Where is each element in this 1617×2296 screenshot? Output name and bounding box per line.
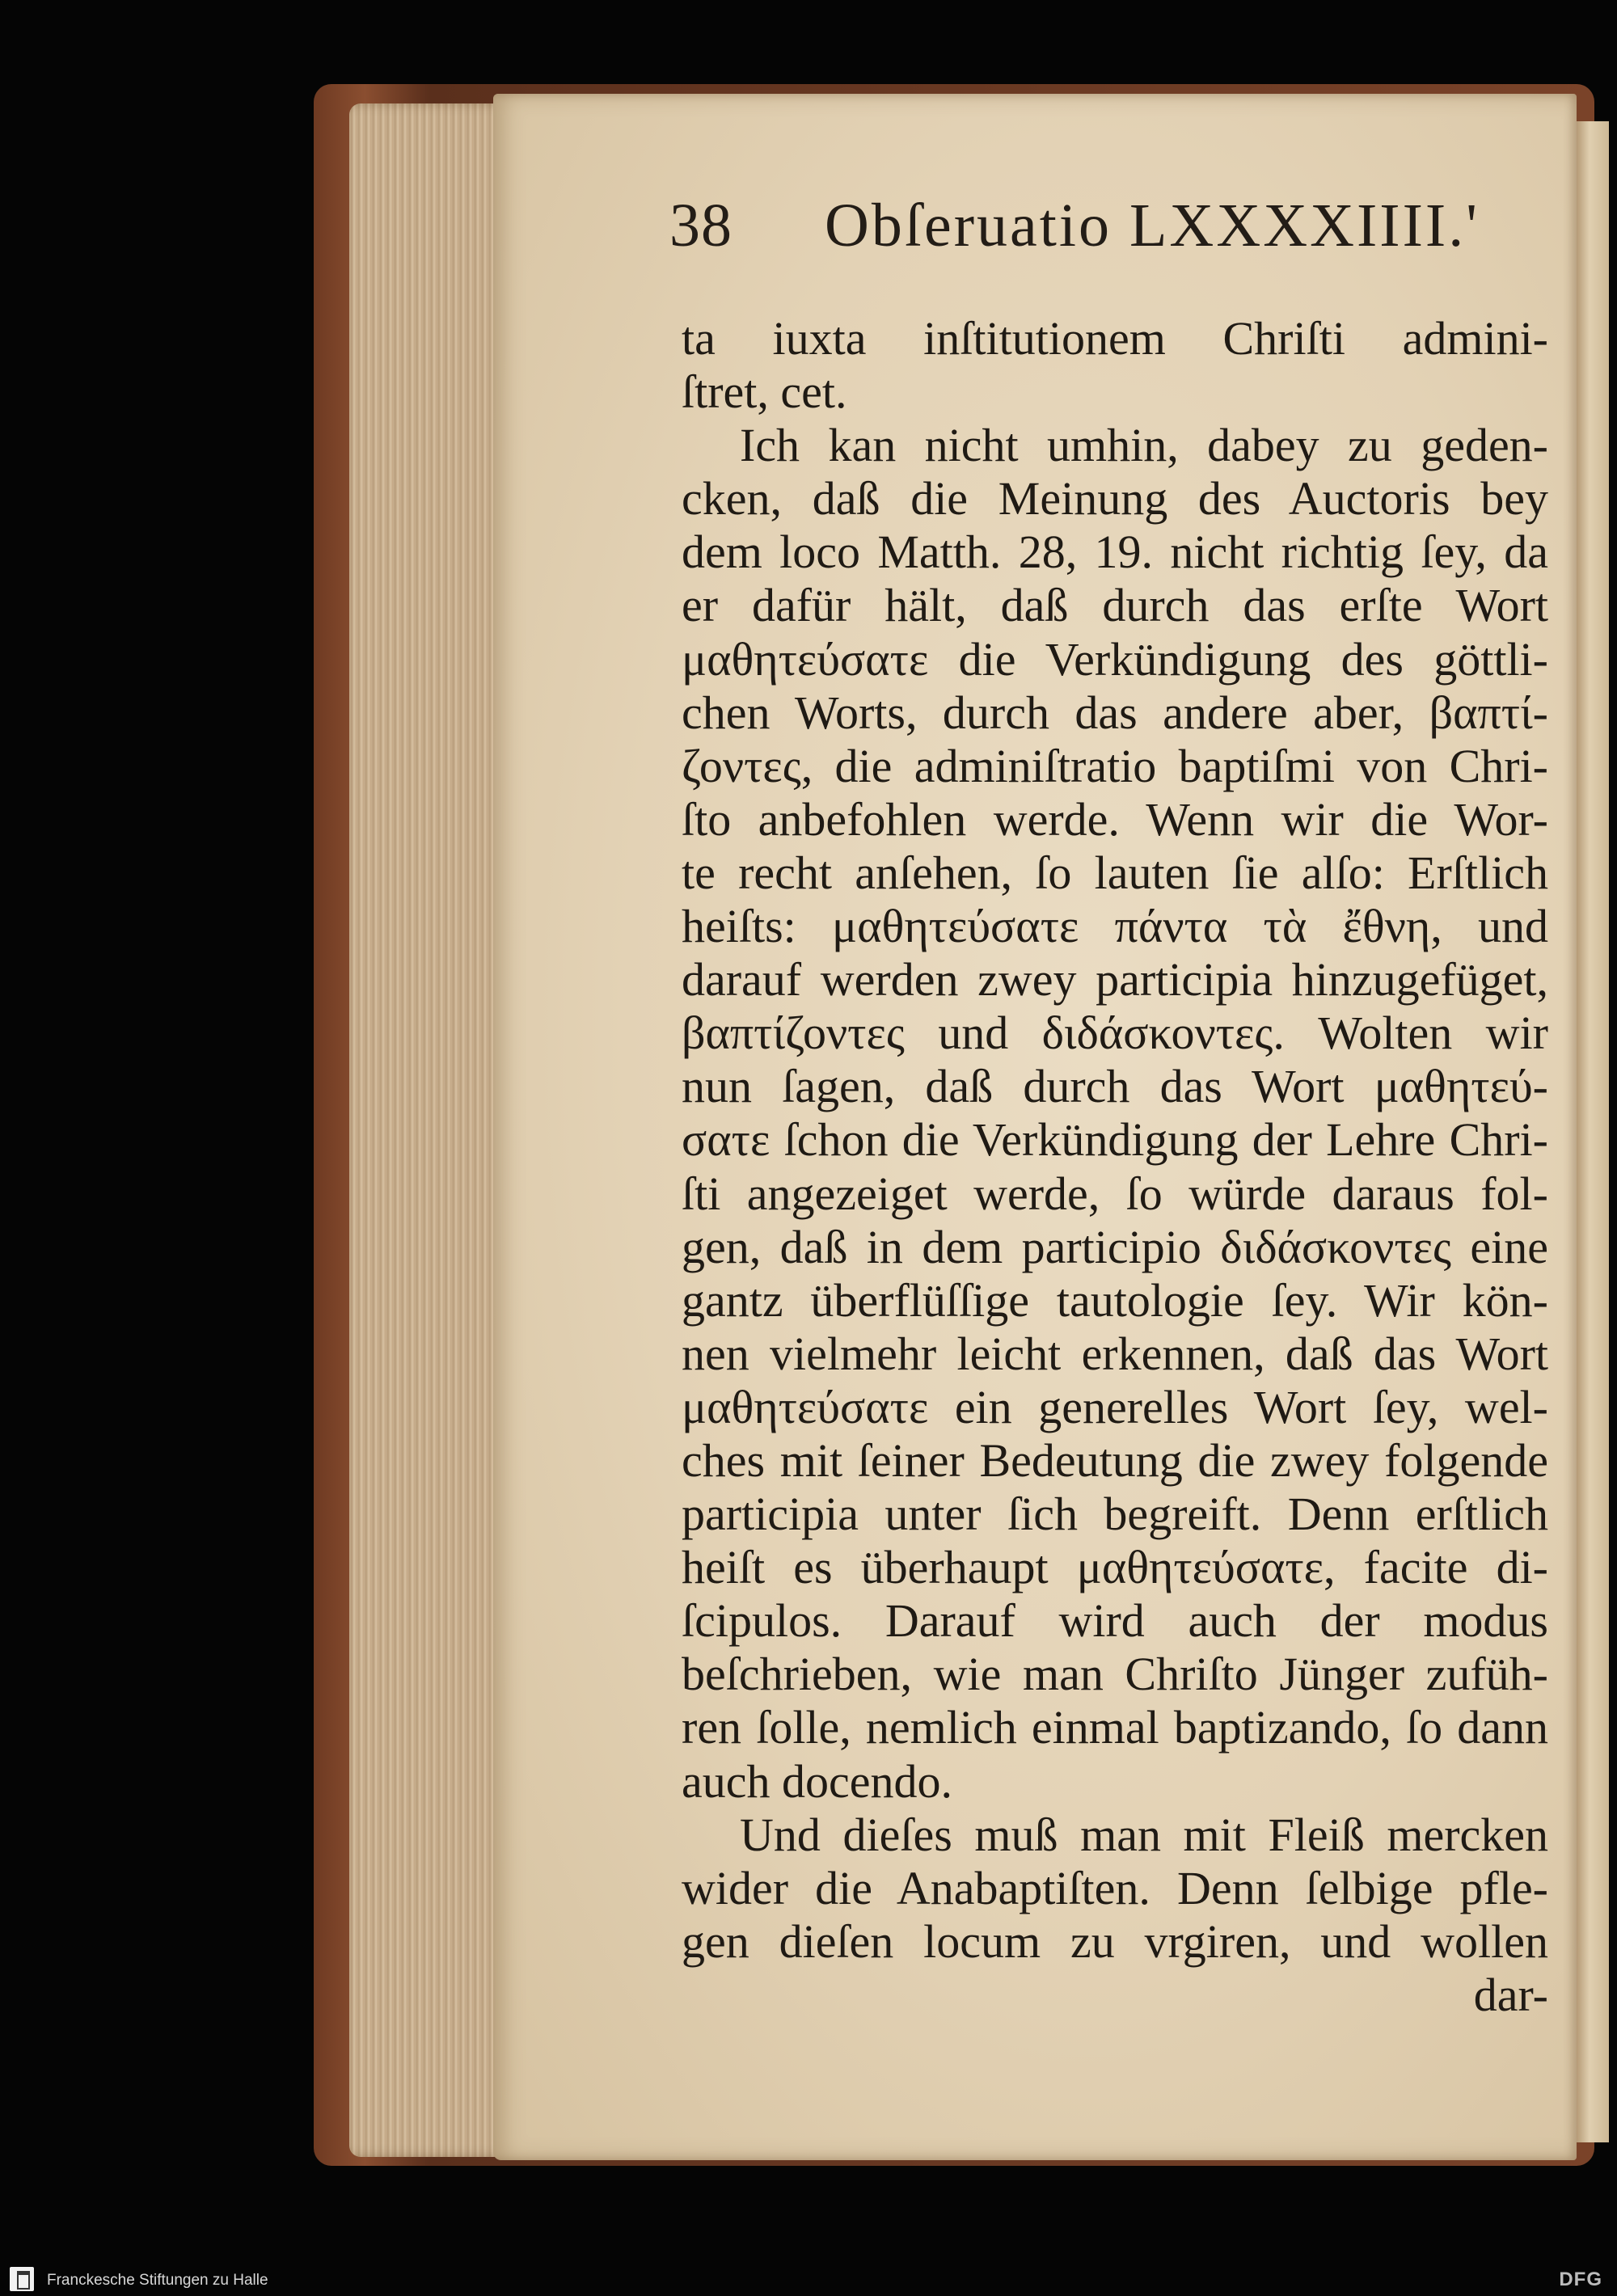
text-line: ta iuxta inſtitutionem Chriſti admini- [682,312,1548,365]
institution-logo-icon [10,2267,34,2291]
institution-name: Franckesche Stiftungen zu Halle [47,2272,268,2289]
footer-bar [0,2264,1617,2296]
catchword: dar- [1473,1968,1548,2021]
text-line: ſto anbefohlen werde. Wenn wir die Wor- [682,792,1548,846]
text-line: ſcipulos. Darauf wird auch der modus [682,1594,1548,1648]
facing-page-edge [1577,121,1609,2142]
text-line: Und dieſes muß man mit Fleiß mercken [740,1808,1548,1861]
dfg-logo: DFG [1559,2269,1602,2290]
text-line: μαθητεύσατε die Verkündigung des göttli- [682,632,1548,686]
text-line: nun ſagen, daß durch das Wort μαθητεύ- [682,1060,1548,1113]
text-line: ſti angezeiget werde, ſo würde daraus fol- [682,1167,1548,1220]
body-text [682,312,1548,2022]
text-line: cken, daß die Meinung des Auctoris bey [682,472,1548,525]
text-line: σατε ſchon die Verkündigung der Lehre Chri- [682,1113,1548,1167]
text-line: heiſt es überhaupt μαθητεύσατε, facite di- [682,1541,1548,1594]
running-title: Obſeruatio LXXXXIIII.' [825,192,1480,260]
text-line: βαπτίζοντες und διδάσκοντες. Wolten wir [682,1007,1548,1060]
text-line: Ich kan nicht umhin, dabey zu geden- [740,419,1548,472]
text-line: wider die Anabaptiſten. Denn ſelbige pfle- [682,1861,1548,1914]
text-line: er dafür hält, daß durch das erſte Wort [682,579,1548,632]
page-number: 38 [669,192,733,260]
text-line: dem loco Matth. 28, 19. nicht richtig ſey, da [682,525,1548,579]
text-line: gantz überflüſſige tautologie ſey. Wir kön- [682,1273,1548,1327]
text-line: ζοντες, die adminiſtratio baptiſmi von Chri- [682,739,1548,792]
text-line: heiſts: μαθητεύσατε πάντα τὰ ἔθνη, und [682,900,1548,953]
text-line: gen dieſen locum zu vrgiren, und wollen [682,1914,1548,1968]
text-line: auch docendo. [682,1754,952,1808]
text-line: ren ſolle, nemlich einmal baptizando, ſo dann [682,1701,1548,1754]
text-line: te recht anſehen, ſo lauten ſie alſo: Erſtlich [682,846,1548,899]
text-line: participia unter ſich begreift. Denn erſtlich [682,1488,1548,1541]
text-line: darauf werden zwey participia hinzugefüget, [682,953,1548,1007]
text-line: ſtret, cet. [682,365,847,419]
text-line: beſchrieben, wie man Chriſto Jünger zufüh- [682,1648,1548,1701]
text-line: ches mit ſeiner Bedeutung die zwey folgende [682,1433,1548,1487]
text-line: chen Worts, durch das andere aber, βαπτί- [682,686,1548,739]
text-line: nen vielmehr leicht erkennen, daß das Wort [682,1327,1548,1380]
text-line: μαθητεύσατε ein generelles Wort ſey, wel- [682,1380,1548,1433]
text-line: gen, daß in dem participio διδάσκοντες eine [682,1220,1548,1273]
